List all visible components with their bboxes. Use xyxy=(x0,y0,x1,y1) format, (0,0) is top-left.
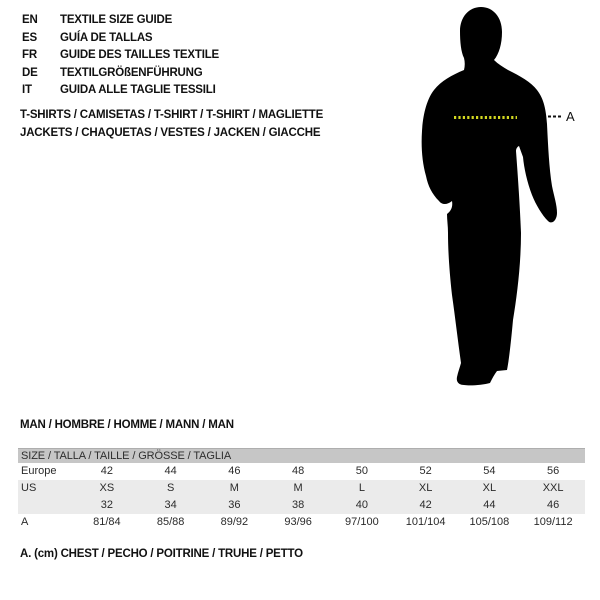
garment-type-block xyxy=(20,106,323,142)
man-measurement-diagram xyxy=(400,0,600,400)
lang-code: FR xyxy=(22,49,37,62)
lang-row-en xyxy=(22,12,219,30)
table-cell: 36 xyxy=(228,499,241,511)
lang-code: DE xyxy=(22,66,38,79)
table-cell: M xyxy=(229,482,239,494)
table-cell: 44 xyxy=(164,465,177,477)
table-cell: 40 xyxy=(355,499,368,511)
table-cell: 54 xyxy=(483,465,496,477)
row-label xyxy=(18,497,75,514)
lang-row-es xyxy=(22,30,219,48)
lang-title: GUÍA DE TALLAS xyxy=(60,31,153,44)
table-cell: S xyxy=(166,482,175,494)
man-silhouette xyxy=(422,7,557,385)
lang-row-de xyxy=(22,65,219,83)
table-cell: 56 xyxy=(547,465,560,477)
table-cell: 42 xyxy=(419,499,432,511)
table-cell: 48 xyxy=(292,465,305,477)
table-cell: 52 xyxy=(419,465,432,477)
lang-code: ES xyxy=(22,31,37,44)
table-cell: 46 xyxy=(547,499,560,511)
table-cell: 42 xyxy=(100,465,113,477)
table-cell: 93/96 xyxy=(284,516,312,528)
lang-title: GUIDA ALLE TAGLIE TESSILI xyxy=(60,84,216,97)
lang-title: GUIDE DES TAILLES TEXTILE xyxy=(60,49,219,62)
table-cell: 81/84 xyxy=(93,516,121,528)
language-title-block xyxy=(22,12,219,100)
table-cell: 50 xyxy=(355,465,368,477)
table-cell: 85/88 xyxy=(156,516,185,528)
table-row-chest-a xyxy=(18,514,585,531)
table-cell: 32 xyxy=(100,499,113,511)
table-cell: M xyxy=(293,482,303,494)
garment-line-jackets: JACKETS / CHAQUETAS / VESTES / JACKEN / GIACCHE xyxy=(20,127,321,139)
table-cell: L xyxy=(358,482,365,494)
table-cell: 44 xyxy=(483,499,496,511)
table-cell: XXL xyxy=(542,482,564,494)
table-row-us xyxy=(18,480,585,497)
table-cell: 46 xyxy=(228,465,241,477)
table-cell: 38 xyxy=(292,499,305,511)
table-cell: 105/108 xyxy=(469,516,510,528)
table-cell: 109/112 xyxy=(533,516,573,528)
row-label: A xyxy=(21,516,29,528)
table-cell: 101/104 xyxy=(405,516,446,528)
section-title-man: MAN / HOMBRE / HOMME / MANN / MAN xyxy=(20,419,234,431)
size-table-header: SIZE / TALLA / TAILLE / GRÖSSE / TAGLIA xyxy=(18,448,585,463)
table-cell: XL xyxy=(418,482,433,494)
table-cell: XL xyxy=(482,482,497,494)
lang-code: EN xyxy=(22,14,38,26)
measure-label-a: A xyxy=(566,109,575,124)
table-cell: 34 xyxy=(164,499,177,511)
measurement-footnote: A. (cm) CHEST / PECHO / POITRINE / TRUHE / PETTO xyxy=(20,548,303,560)
lang-code: IT xyxy=(22,84,32,97)
table-row-europe xyxy=(18,463,585,480)
table-row-us-numeric xyxy=(18,497,585,514)
table-cell: 89/92 xyxy=(220,516,249,528)
row-label: US xyxy=(21,482,37,494)
lang-title: TEXTILGRÖßENFÜHRUNG xyxy=(60,66,203,79)
lang-title: TEXTILE SIZE GUIDE xyxy=(60,14,173,26)
table-cell: XS xyxy=(99,482,115,494)
lang-row-it xyxy=(22,82,219,100)
table-cell: 97/100 xyxy=(345,516,379,528)
size-table xyxy=(18,448,585,531)
garment-line-tshirts: T-SHIRTS / CAMISETAS / T-SHIRT / T-SHIRT / MAGLIETTE xyxy=(20,109,324,121)
row-label: Europe xyxy=(21,465,57,477)
lang-row-fr xyxy=(22,47,219,65)
